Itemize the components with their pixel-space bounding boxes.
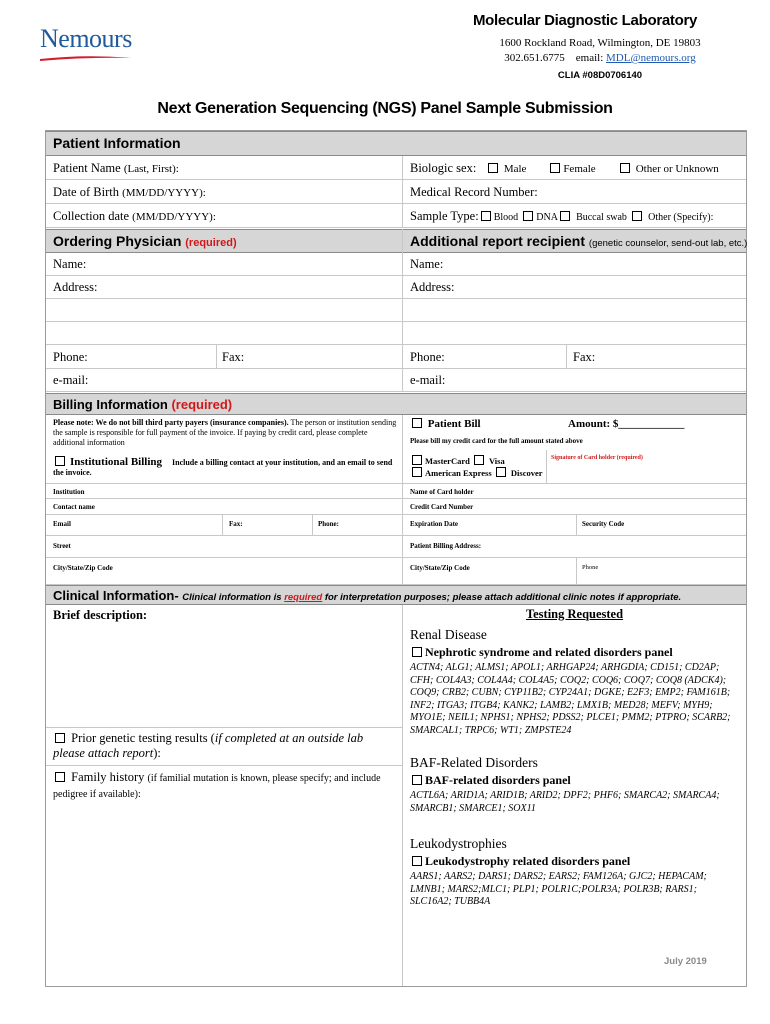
- billing-phone-field[interactable]: Phone:: [318, 520, 339, 528]
- recipient-address-label[interactable]: Address:: [410, 280, 455, 294]
- signature-label[interactable]: Signature of Card holder (required): [551, 455, 643, 461]
- leukodystrophy-panel-checkbox[interactable]: [412, 856, 422, 866]
- lab-street: 1600 Rockland Road, Wilmington, DE 19803: [499, 37, 701, 49]
- baf-panel-checkbox[interactable]: [412, 775, 422, 785]
- other-sample-checkbox[interactable]: [632, 211, 642, 221]
- lab-phone: 302.651.6775: [504, 52, 565, 64]
- biologic-sex-field: Biologic sex: Male Female Other or Unknown: [410, 161, 719, 175]
- lab-address: [470, 36, 730, 66]
- form-title: Next Generation Sequencing (NGS) Panel Sample Submission: [157, 100, 613, 117]
- brief-description-label[interactable]: Brief description:: [53, 608, 148, 622]
- family-history-option: Family history (if familial mutation is known, please specify; and include pedigree if available):: [53, 770, 381, 800]
- patient-bill-option: Patient Bill: [410, 418, 481, 430]
- nephrotic-genes: ACTN4; ALG1; ALMS1; APOL1; ARHGAP24; ARHGDIA; CD151; CD2AP; CFH; COL4A3; COL4A4; COL4A5; COQ2; COQ6; COQ7; COQ8 (ADCK4); COQ9; CRB2; CUBN; CYP11B2; CYP24A1; DGKE; E2F3; EMP2; FAM161B; INF2; ITGA3; ITGB4; KANK2; LAMB2; LMX1B; MED28; MEFV; MYH9; MYO1E; NEIL1; NPHS1; NPHS2; PDSS2; PLCE1; PMM2; PTPRO; SCARB2; SMARCAL1; TRPC6; WT1; ZMPSTE24: [410, 662, 731, 736]
- female-checkbox[interactable]: [550, 163, 560, 173]
- expiration-field[interactable]: Expiration Date: [410, 520, 459, 528]
- contact-name-field[interactable]: Contact name: [53, 503, 95, 511]
- family-history-checkbox[interactable]: [55, 772, 65, 782]
- recipient-name-label[interactable]: Name:: [410, 257, 444, 271]
- card-number-field[interactable]: Credit Card Number: [410, 503, 474, 511]
- renal-disease-title: Renal Disease: [410, 627, 487, 642]
- patient-section-header: Patient Information: [46, 131, 746, 156]
- nemours-logo: Nemours: [40, 24, 132, 53]
- city-state-zip-field[interactable]: City/State/Zip Code: [53, 564, 113, 572]
- collection-date-label[interactable]: Collection date (MM/DD/YYYY):: [53, 209, 216, 223]
- prior-testing-checkbox[interactable]: [55, 733, 65, 743]
- card-phone-field[interactable]: Phone: [582, 564, 599, 571]
- nephrotic-panel-checkbox[interactable]: [412, 647, 422, 657]
- visa-checkbox[interactable]: [474, 455, 484, 465]
- discover-checkbox[interactable]: [496, 467, 506, 477]
- testing-requested-heading: Testing Requested: [525, 607, 624, 621]
- physician-row-phone: [46, 345, 746, 369]
- physician-name-label[interactable]: Name:: [53, 257, 87, 271]
- clia-number: CLIA #08D0706140: [557, 70, 643, 81]
- leukodystrophy-panel-label: Leukodystrophy related disorders panel: [425, 854, 631, 868]
- institutional-billing-checkbox[interactable]: [55, 456, 65, 466]
- billing-fax-field[interactable]: Fax:: [229, 520, 243, 528]
- recipient-phone-label[interactable]: Phone:: [410, 350, 445, 364]
- patient-name-label[interactable]: Patient Name (Last, First):: [53, 161, 179, 175]
- billing-section-header: Billing Information (required): [46, 393, 746, 415]
- mrn-label[interactable]: Medical Record Number:: [410, 185, 538, 199]
- baf-panel-label: BAF-related disorders panel: [425, 773, 571, 787]
- card-holder-field[interactable]: Name of Card holder: [410, 488, 474, 496]
- lab-email-label: email:: [575, 52, 604, 64]
- leukodystrophy-title: Leukodystrophies: [410, 836, 507, 851]
- other-unknown-checkbox[interactable]: [620, 163, 630, 173]
- billing-note: Please note: We do not bill third party payers (insurance companies). The person or institution sending the sample is responsible for full payment of the invoice. If paying by credit card, please complete additional information: [53, 418, 397, 447]
- renal-disease-group: [410, 627, 740, 737]
- amount-field[interactable]: Amount: $____________: [568, 418, 685, 430]
- physician-row-name: [46, 253, 746, 276]
- additional-recipient-heading: Additional report recipient (genetic counselor, send-out lab, etc.): [410, 233, 748, 249]
- prior-testing-option: Prior genetic testing results (if completed at an outside lab please attach report):: [53, 731, 364, 760]
- physician-row-address-3: [46, 322, 746, 345]
- logo-swoosh-icon: [38, 54, 134, 62]
- blood-checkbox[interactable]: [481, 211, 491, 221]
- billing-address-field[interactable]: Patient Billing Address:: [410, 542, 482, 550]
- recipient-email-label[interactable]: e-mail:: [410, 373, 446, 387]
- baf-title: BAF-Related Disorders: [410, 755, 538, 770]
- physician-phone-label[interactable]: Phone:: [53, 350, 88, 364]
- amex-checkbox[interactable]: [412, 467, 422, 477]
- ordering-physician-heading: Ordering Physician (required): [53, 233, 237, 249]
- leukodystrophy-group: [410, 836, 740, 909]
- security-code-field[interactable]: Security Code: [582, 520, 625, 528]
- buccal-checkbox[interactable]: [560, 211, 570, 221]
- male-checkbox[interactable]: [488, 163, 498, 173]
- physician-row-address-2: [46, 299, 746, 322]
- dob-label[interactable]: Date of Birth (MM/DD/YYYY):: [53, 185, 206, 199]
- street-field[interactable]: Street: [53, 542, 71, 550]
- physician-address-label[interactable]: Address:: [53, 280, 98, 294]
- physician-row-email: [46, 369, 746, 392]
- institution-field[interactable]: Institution: [53, 488, 85, 496]
- mastercard-checkbox[interactable]: [412, 455, 422, 465]
- leukodystrophy-genes: AARS1; AARS2; DARS1; DARS2; EARS2; FAM126A; GJC2; HEPACAM; LMNB1; MARS2;MLC1; PLP1; POLR1C;POLR3A; POLR3B; RARS1; SLC16A2; TUBB4A: [410, 871, 707, 907]
- card-city-state-zip-field[interactable]: City/State/Zip Code: [410, 564, 470, 572]
- nephrotic-panel-label: Nephrotic syndrome and related disorders panel: [425, 645, 673, 659]
- footer-date: July 2019: [664, 956, 707, 967]
- baf-genes: ACTL6A; ARID1A; ARID1B; ARID2; DPF2; PHF6; SMARCA2; SMARCA4; SMARCB1; SMARCE1; SOX11: [410, 790, 720, 814]
- lab-title: Molecular Diagnostic Laboratory: [472, 12, 698, 29]
- physician-email-label[interactable]: e-mail:: [53, 373, 89, 387]
- recipient-fax-label[interactable]: Fax:: [573, 350, 596, 364]
- dna-checkbox[interactable]: [523, 211, 533, 221]
- card-type-options: MasterCard Visa American Express Discover: [410, 455, 543, 479]
- sample-type-field: Sample Type: Blood DNA Buccal swab Other (Specify):: [410, 209, 714, 223]
- physician-fax-label[interactable]: Fax:: [222, 350, 245, 364]
- clinical-section-header: Clinical Information- Clinical information is required for interpretation purposes; please attach additional clinic notes if appropriate.: [46, 585, 746, 605]
- baf-group: [410, 755, 740, 815]
- physician-row-address: [46, 276, 746, 299]
- institutional-billing-option: Institutional Billing Include a billing contact at your institution, and an email to send the invoice.: [53, 456, 393, 477]
- patient-bill-checkbox[interactable]: [412, 418, 422, 428]
- cc-note: Please bill my credit card for the full amount stated above: [410, 437, 583, 445]
- billing-email-field[interactable]: Email: [53, 520, 71, 528]
- lab-email-link[interactable]: MDL@nemours.org: [606, 52, 696, 64]
